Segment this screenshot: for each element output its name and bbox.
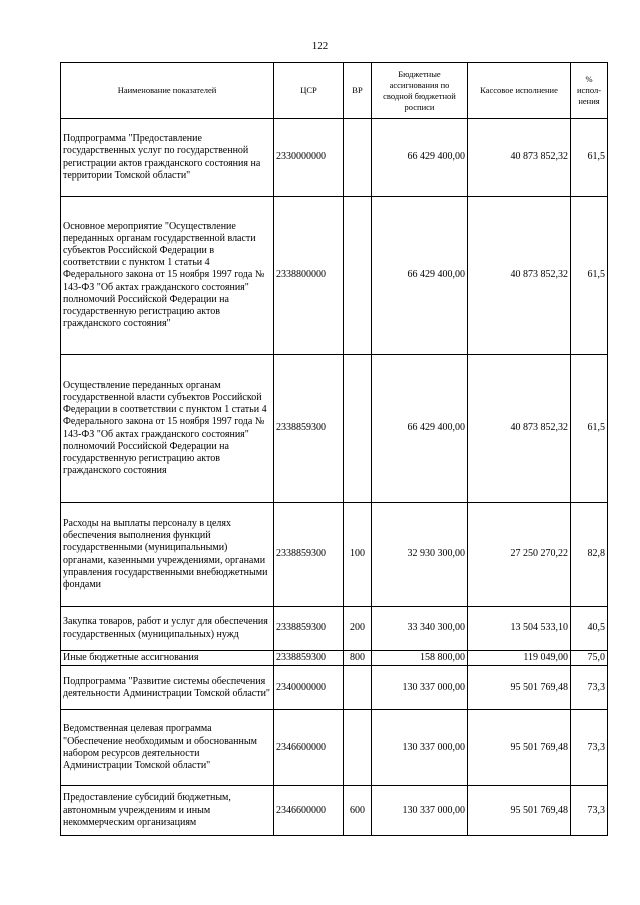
header-percent: % испол-нения <box>571 63 608 119</box>
table-row <box>61 607 608 651</box>
row-vr: 200 <box>344 607 372 651</box>
row-name: Подпрограмма "Развитие системы обеспечения деятельности Администрации Томской области" <box>61 666 274 710</box>
budget-execution-table <box>60 62 608 836</box>
row-percent: 40,5 <box>571 607 608 651</box>
table-row <box>61 651 608 666</box>
row-csr: 2346600000 <box>274 710 344 786</box>
row-name: Закупка товаров, работ и услуг для обеспечения государственных (муниципальных) нужд <box>61 607 274 651</box>
row-csr: 2338859300 <box>274 503 344 607</box>
page-number: 122 <box>311 40 329 52</box>
header-allocations: Бюджетные ассигнования по сводной бюджетной росписи <box>372 63 468 119</box>
row-csr: 2340000000 <box>274 666 344 710</box>
row-executed: 27 250 270,22 <box>468 503 571 607</box>
row-name: Основное мероприятие "Осуществление переданных органам государственной власти субъектов Российской Федерации в соответствии с пунктом 1 статьи 4 Федерального закона от 15 ноября 1997 года № 143-ФЗ "Об актах гражданского состояния" полномочий Российской Федерации на государственную регистрацию актов гражданского состояния" <box>61 197 274 355</box>
row-name: Осуществление переданных органам государственной власти субъектов Российской Федерации в соответствии с пунктом 1 статьи 4 Федерального закона от 15 ноября 1997 года № 143-ФЗ "Об актах гражданского состояния" полномочий Российской Федерации на государственную регистрацию актов гражданского состояния <box>61 355 274 503</box>
row-allocated: 66 429 400,00 <box>372 119 468 197</box>
row-executed: 95 501 769,48 <box>468 786 571 836</box>
row-csr: 2346600000 <box>274 786 344 836</box>
row-percent: 61,5 <box>571 119 608 197</box>
row-executed: 95 501 769,48 <box>468 666 571 710</box>
row-allocated: 33 340 300,00 <box>372 607 468 651</box>
row-executed: 40 873 852,32 <box>468 355 571 503</box>
table-row <box>61 355 608 503</box>
row-vr: 100 <box>344 503 372 607</box>
table-row <box>61 710 608 786</box>
table-row <box>61 197 608 355</box>
row-name: Ведомственная целевая программа "Обеспечение необходимым и обоснованным набором ресурсов деятельности Администрации Томской области" <box>61 710 274 786</box>
row-allocated: 66 429 400,00 <box>372 355 468 503</box>
row-allocated: 66 429 400,00 <box>372 197 468 355</box>
row-name: Предоставление субсидий бюджетным, автономным учреждениям и иным некоммерческим организациям <box>61 786 274 836</box>
row-csr: 2338859300 <box>274 607 344 651</box>
table-header-row <box>61 63 608 119</box>
table-row <box>61 786 608 836</box>
row-vr <box>344 710 372 786</box>
row-allocated: 130 337 000,00 <box>372 710 468 786</box>
table-row <box>61 666 608 710</box>
row-vr: 800 <box>344 651 372 666</box>
header-execution: Кассовое исполнение <box>468 63 571 119</box>
row-executed: 119 049,00 <box>468 651 571 666</box>
row-name: Расходы на выплаты персоналу в целях обеспечения выполнения функций государственными (муниципальными) органами, казенными учреждениями, органами управления государственными внебюджетными фондами <box>61 503 274 607</box>
row-vr <box>344 666 372 710</box>
row-percent: 75,0 <box>571 651 608 666</box>
row-allocated: 158 800,00 <box>372 651 468 666</box>
row-executed: 40 873 852,32 <box>468 119 571 197</box>
header-name: Наименование показателей <box>61 63 274 119</box>
row-allocated: 32 930 300,00 <box>372 503 468 607</box>
row-percent: 73,3 <box>571 710 608 786</box>
row-name: Иные бюджетные ассигнования <box>61 651 274 666</box>
row-csr: 2338859300 <box>274 651 344 666</box>
row-percent: 61,5 <box>571 197 608 355</box>
row-csr: 2330000000 <box>274 119 344 197</box>
row-vr <box>344 355 372 503</box>
row-percent: 61,5 <box>571 355 608 503</box>
table-row <box>61 119 608 197</box>
row-name: Подпрограмма "Предоставление государственных услуг по государственной регистрации актов гражданского состояния на территории Томской области" <box>61 119 274 197</box>
header-csr: ЦСР <box>274 63 344 119</box>
row-percent: 73,3 <box>571 786 608 836</box>
row-allocated: 130 337 000,00 <box>372 786 468 836</box>
row-executed: 40 873 852,32 <box>468 197 571 355</box>
table-row <box>61 503 608 607</box>
row-percent: 73,3 <box>571 666 608 710</box>
row-executed: 13 504 533,10 <box>468 607 571 651</box>
row-executed: 95 501 769,48 <box>468 710 571 786</box>
row-vr <box>344 197 372 355</box>
header-vr: ВР <box>344 63 372 119</box>
row-percent: 82,8 <box>571 503 608 607</box>
row-allocated: 130 337 000,00 <box>372 666 468 710</box>
row-csr: 2338859300 <box>274 355 344 503</box>
row-vr <box>344 119 372 197</box>
row-csr: 2338800000 <box>274 197 344 355</box>
row-vr: 600 <box>344 786 372 836</box>
